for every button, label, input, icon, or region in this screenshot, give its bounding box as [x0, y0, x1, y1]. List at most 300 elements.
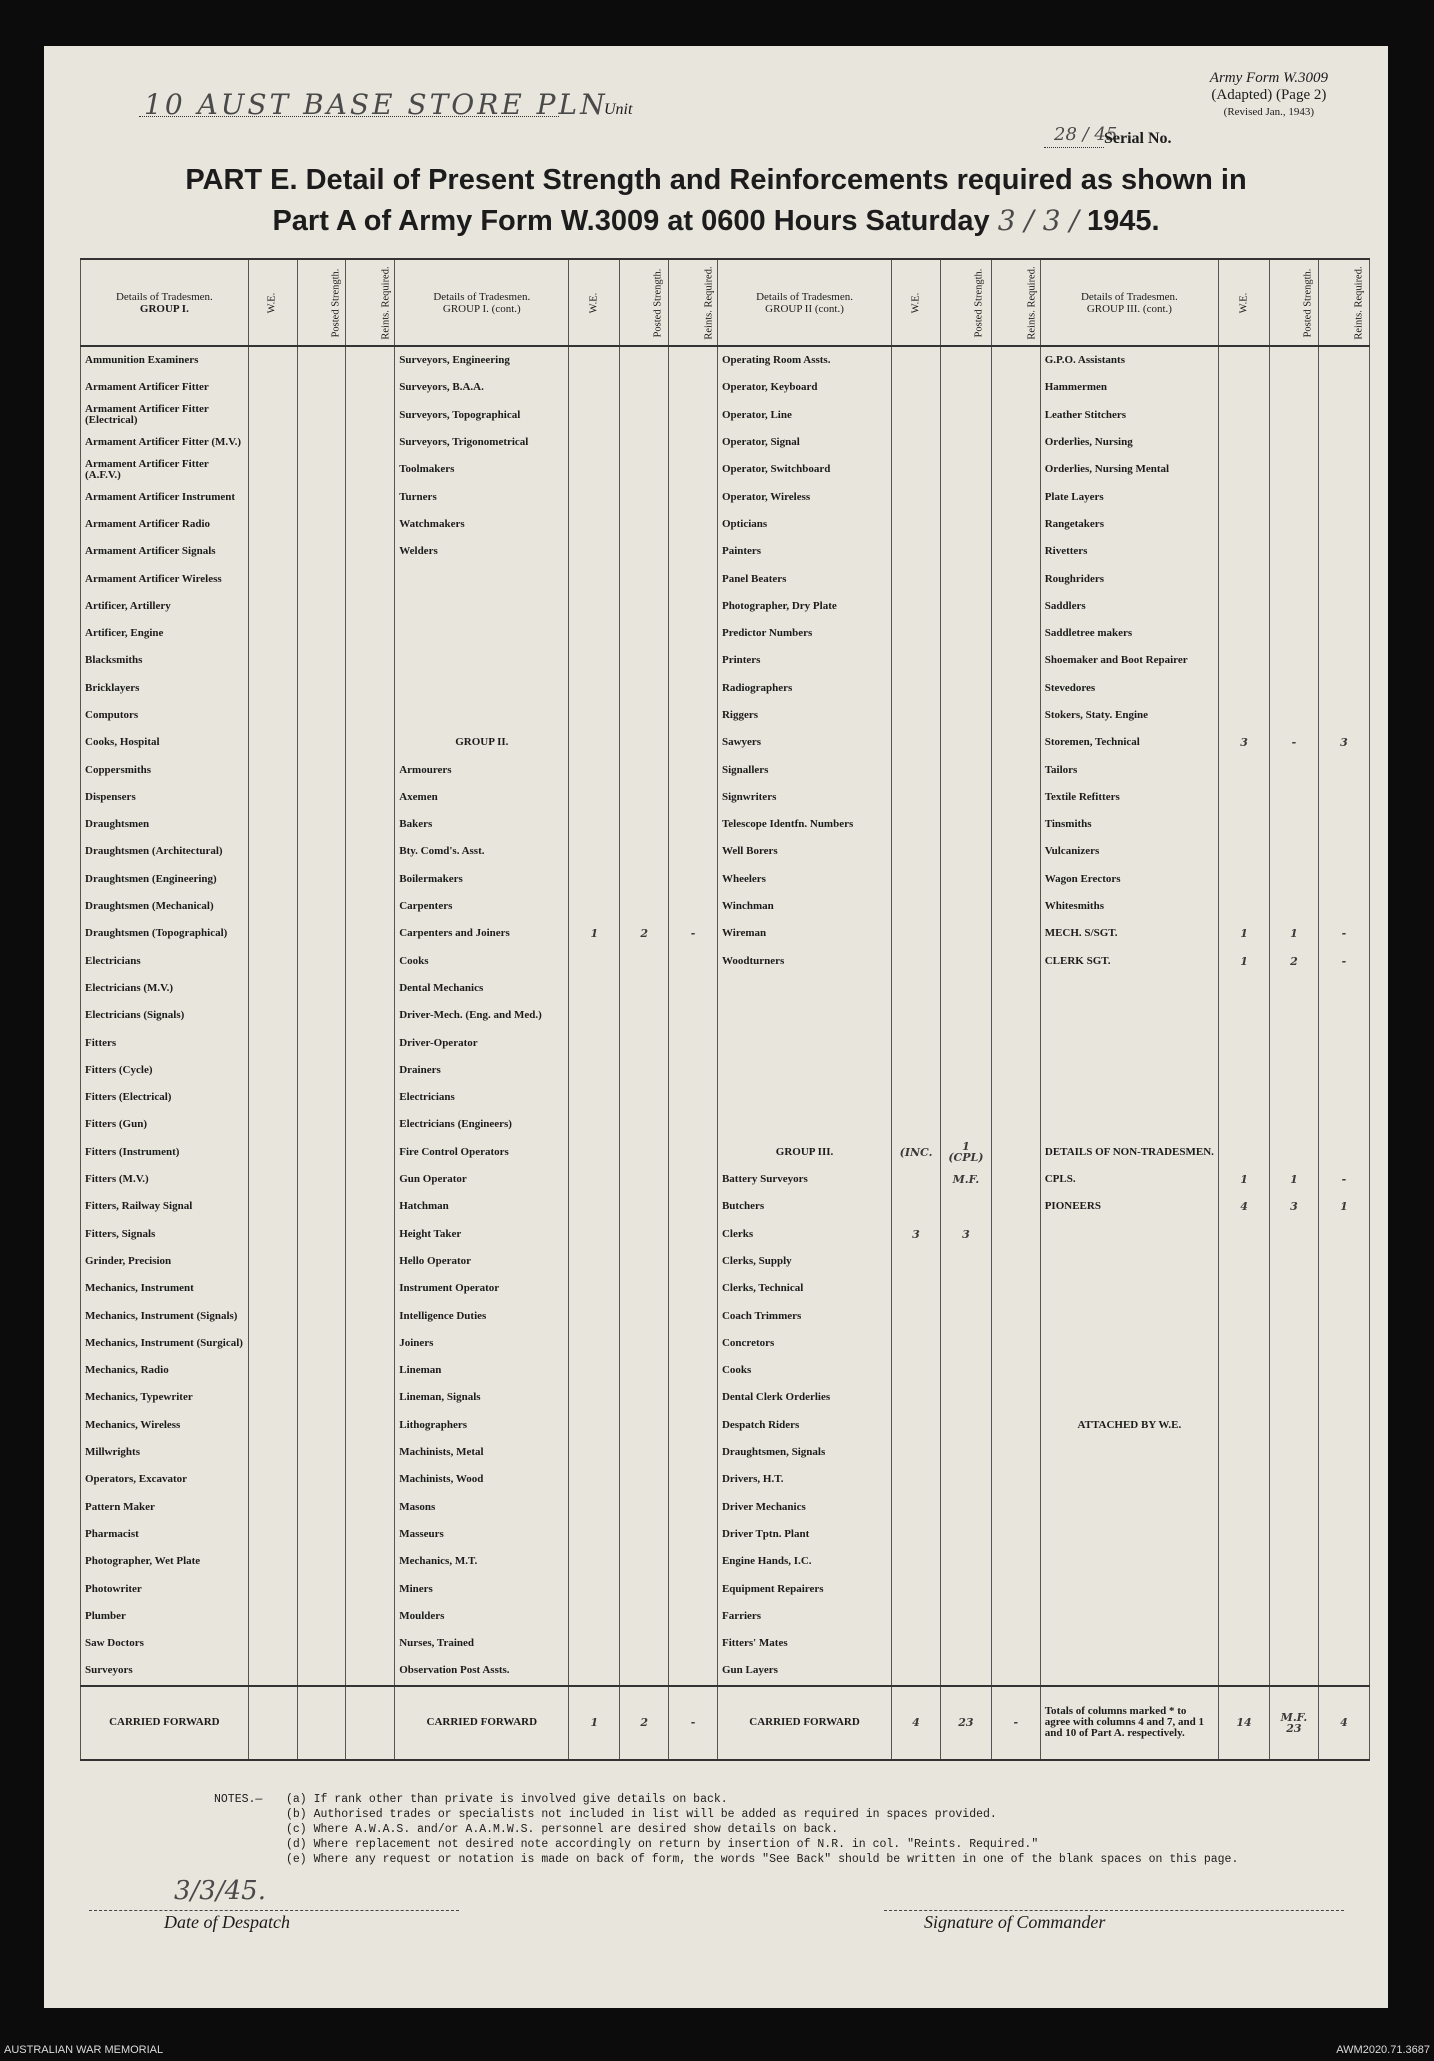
- trade-label: Surveyors, Topographical: [395, 402, 569, 429]
- we-value: [569, 593, 620, 620]
- posted-value: [620, 866, 669, 893]
- reinfs-value: [669, 1275, 718, 1302]
- posted-value: [1270, 866, 1319, 893]
- trade-label: Orderlies, Nursing Mental: [1040, 456, 1218, 483]
- posted-value: [297, 1084, 346, 1111]
- reinfs-value: [1318, 1139, 1369, 1166]
- reinfs-value: [669, 511, 718, 538]
- posted-value: [940, 893, 991, 920]
- trade-label: [395, 565, 569, 592]
- posted-value: 2: [1270, 948, 1319, 975]
- reinfs-value: [346, 1412, 395, 1439]
- we-value: [569, 1439, 620, 1466]
- note-a: (a) If rank other than private is involved give details on back.: [286, 1793, 728, 1806]
- cf-we: [248, 1686, 297, 1760]
- we-value: [248, 675, 297, 702]
- header-details-g3c: Details of Tradesmen. GROUP III. (cont.): [1040, 259, 1218, 346]
- posted-value: [297, 893, 346, 920]
- table-row: [81, 1084, 1370, 1111]
- trade-label: Draughtsmen (Engineering): [81, 866, 249, 893]
- trade-label: Butchers: [717, 1193, 891, 1220]
- trade-label: Hatchman: [395, 1193, 569, 1220]
- we-value: [248, 975, 297, 1002]
- trade-label: Farriers: [717, 1603, 891, 1630]
- reinfs-value: [991, 1493, 1040, 1520]
- we-value: [1219, 838, 1270, 865]
- carried-forward-label: CARRIED FORWARD: [717, 1686, 891, 1760]
- reinfs-value: [669, 1412, 718, 1439]
- we-value: [892, 1057, 941, 1084]
- we-value: [248, 784, 297, 811]
- we-value: [248, 756, 297, 783]
- we-value: [248, 1002, 297, 1029]
- header-details-g1: Details of Tradesmen. GROUP I.: [81, 259, 249, 346]
- we-value: [569, 811, 620, 838]
- posted-value: [620, 429, 669, 456]
- table-header-row: [81, 259, 1370, 346]
- trade-label: Armament Artificer Instrument: [81, 483, 249, 510]
- posted-value: [940, 511, 991, 538]
- posted-value: 1 (CPL): [940, 1139, 991, 1166]
- trade-label: Plumber: [81, 1603, 249, 1630]
- table-row: [81, 1521, 1370, 1548]
- posted-value: [620, 1330, 669, 1357]
- trade-label: [1040, 1302, 1218, 1329]
- posted-value: [297, 1057, 346, 1084]
- trade-label: Electricians (Engineers): [395, 1111, 569, 1138]
- we-value: [569, 620, 620, 647]
- table-row: [81, 538, 1370, 565]
- we-value: [248, 1111, 297, 1138]
- reinfs-value: [669, 866, 718, 893]
- we-value: [1219, 511, 1270, 538]
- posted-value: [620, 893, 669, 920]
- posted-value: [297, 1139, 346, 1166]
- table-row: [81, 1548, 1370, 1575]
- reinfs-value: [346, 866, 395, 893]
- trade-label: Woodturners: [717, 948, 891, 975]
- posted-value: [1270, 1548, 1319, 1575]
- reinfs-value: [669, 1166, 718, 1193]
- trade-label: Carpenters and Joiners: [395, 920, 569, 947]
- form-page: [44, 46, 1388, 2008]
- we-value: [892, 1111, 941, 1138]
- trade-label: Pattern Maker: [81, 1493, 249, 1520]
- trade-label: Gun Layers: [717, 1657, 891, 1685]
- posted-value: [620, 1439, 669, 1466]
- reinfs-value: [991, 1057, 1040, 1084]
- table-row: [81, 1248, 1370, 1275]
- trade-label: Fitters' Mates: [717, 1630, 891, 1657]
- trade-label: [1040, 1084, 1218, 1111]
- trade-label: Operator, Switchboard: [717, 456, 891, 483]
- we-value: [569, 511, 620, 538]
- reinfs-value: [1318, 893, 1369, 920]
- trade-label: Armament Artificer Fitter (M.V.): [81, 429, 249, 456]
- table-row: [81, 893, 1370, 920]
- reinfs-value: [669, 1521, 718, 1548]
- we-value: [1219, 1275, 1270, 1302]
- reinfs-value: [669, 1575, 718, 1602]
- posted-value: [297, 1657, 346, 1685]
- posted-value: [620, 1302, 669, 1329]
- reinfs-value: [346, 1493, 395, 1520]
- we-value: [248, 1466, 297, 1493]
- we-value: [1219, 1139, 1270, 1166]
- we-value: [569, 866, 620, 893]
- reinfs-value: [346, 784, 395, 811]
- trade-label: [1040, 1330, 1218, 1357]
- table-row: [81, 1493, 1370, 1520]
- reinfs-value: [669, 1248, 718, 1275]
- table-row: [81, 1275, 1370, 1302]
- we-value: [1219, 756, 1270, 783]
- we-value: [892, 620, 941, 647]
- unit-line: [139, 116, 559, 117]
- posted-value: [297, 1521, 346, 1548]
- reinfs-value: [1318, 1330, 1369, 1357]
- table-row: [81, 402, 1370, 429]
- posted-value: [297, 429, 346, 456]
- reinfs-value: [991, 1084, 1040, 1111]
- trade-label: Observation Post Assts.: [395, 1657, 569, 1685]
- reinfs-value: [1318, 1657, 1369, 1685]
- reinfs-value: [669, 1630, 718, 1657]
- trade-label: Saw Doctors: [81, 1630, 249, 1657]
- we-value: [1219, 1084, 1270, 1111]
- trade-label: [1040, 1029, 1218, 1056]
- posted-value: [1270, 346, 1319, 374]
- trade-label: Armament Artificer Signals: [81, 538, 249, 565]
- we-value: [1219, 1002, 1270, 1029]
- posted-value: [297, 456, 346, 483]
- reinfs-value: [346, 1384, 395, 1411]
- we-value: [1219, 429, 1270, 456]
- header-posted: Posted Strength.: [940, 259, 991, 346]
- trade-label: CPLS.: [1040, 1166, 1218, 1193]
- reinfs-value: -: [1318, 948, 1369, 975]
- posted-value: [940, 374, 991, 401]
- reinfs-value: [991, 756, 1040, 783]
- reinfs-value: [1318, 1248, 1369, 1275]
- table-row: [81, 975, 1370, 1002]
- we-value: [248, 1412, 297, 1439]
- table-row: [81, 1302, 1370, 1329]
- reinfs-value: 3: [1318, 729, 1369, 756]
- posted-value: [620, 1521, 669, 1548]
- trade-label: Orderlies, Nursing: [1040, 429, 1218, 456]
- table-row: [81, 647, 1370, 674]
- posted-value: [940, 920, 991, 947]
- reinfs-value: [669, 838, 718, 865]
- we-value: [569, 948, 620, 975]
- we-value: [569, 374, 620, 401]
- trade-label: Textile Refitters: [1040, 784, 1218, 811]
- reinfs-value: [991, 511, 1040, 538]
- trade-label: Well Borers: [717, 838, 891, 865]
- posted-value: [1270, 1221, 1319, 1248]
- we-value: [248, 1275, 297, 1302]
- we-value: [248, 1357, 297, 1384]
- trade-label: Drainers: [395, 1057, 569, 1084]
- reinfs-value: [991, 402, 1040, 429]
- reinfs-value: [1318, 565, 1369, 592]
- we-value: [248, 1302, 297, 1329]
- trade-label: Artificer, Artillery: [81, 593, 249, 620]
- cf-reinfs: -: [669, 1686, 718, 1760]
- we-value: [892, 1357, 941, 1384]
- trade-label: Blacksmiths: [81, 647, 249, 674]
- serial-line: [1044, 147, 1104, 148]
- unit-label: Unit: [604, 101, 633, 118]
- posted-value: [940, 702, 991, 729]
- we-value: [248, 1166, 297, 1193]
- trade-label: Armament Artificer Wireless: [81, 565, 249, 592]
- reinfs-value: [346, 456, 395, 483]
- posted-value: [620, 1412, 669, 1439]
- posted-value: [297, 729, 346, 756]
- we-value: [1219, 1412, 1270, 1439]
- reinfs-value: [669, 948, 718, 975]
- posted-value: [940, 756, 991, 783]
- we-value: [248, 429, 297, 456]
- we-value: [1219, 1111, 1270, 1138]
- trade-label: Rangetakers: [1040, 511, 1218, 538]
- posted-value: [620, 675, 669, 702]
- trade-label: Whitesmiths: [1040, 893, 1218, 920]
- reinfs-value: [1318, 346, 1369, 374]
- trade-label: [395, 647, 569, 674]
- trade-label: [1040, 1575, 1218, 1602]
- cf-posted: 2: [620, 1686, 669, 1760]
- trade-label: Fitters (Instrument): [81, 1139, 249, 1166]
- trade-label: Surveyors: [81, 1657, 249, 1685]
- reinfs-value: [991, 1521, 1040, 1548]
- we-value: [1219, 402, 1270, 429]
- reinfs-value: [669, 346, 718, 374]
- header-posted: Posted Strength.: [297, 259, 346, 346]
- trade-label: Opticians: [717, 511, 891, 538]
- posted-value: [620, 1575, 669, 1602]
- table-row: [81, 1412, 1370, 1439]
- we-value: [892, 1521, 941, 1548]
- cf-reinfs: -: [991, 1686, 1040, 1760]
- posted-value: [297, 866, 346, 893]
- posted-value: [297, 1630, 346, 1657]
- reinfs-value: [669, 1057, 718, 1084]
- posted-value: -: [1270, 729, 1319, 756]
- we-value: [1219, 456, 1270, 483]
- we-value: [1219, 1029, 1270, 1056]
- trade-label: Grinder, Precision: [81, 1248, 249, 1275]
- we-value: [1219, 620, 1270, 647]
- reinfs-value: [1318, 866, 1369, 893]
- we-value: [569, 346, 620, 374]
- trade-label: Clerks: [717, 1221, 891, 1248]
- we-value: [1219, 1630, 1270, 1657]
- reinfs-value: [991, 538, 1040, 565]
- posted-value: [297, 1221, 346, 1248]
- table-row: [81, 675, 1370, 702]
- we-value: [248, 1493, 297, 1520]
- table-row: [81, 346, 1370, 374]
- we-value: [892, 1657, 941, 1685]
- we-value: [248, 866, 297, 893]
- posted-value: [940, 1193, 991, 1220]
- trade-label: Miners: [395, 1575, 569, 1602]
- posted-value: [940, 346, 991, 374]
- we-value: (INC.: [892, 1139, 941, 1166]
- posted-value: [940, 593, 991, 620]
- trade-label: Plate Layers: [1040, 483, 1218, 510]
- posted-value: [297, 975, 346, 1002]
- we-value: [892, 702, 941, 729]
- trade-label: MECH. S/SGT.: [1040, 920, 1218, 947]
- posted-value: [1270, 1630, 1319, 1657]
- posted-value: [1270, 784, 1319, 811]
- trade-label: Radiographers: [717, 675, 891, 702]
- reinfs-value: [669, 975, 718, 1002]
- we-value: [569, 1221, 620, 1248]
- we-value: [892, 729, 941, 756]
- trade-label: Machinists, Wood: [395, 1466, 569, 1493]
- reinfs-value: [1318, 1221, 1369, 1248]
- we-value: [248, 565, 297, 592]
- reinfs-value: [991, 1029, 1040, 1056]
- table-row: [81, 1630, 1370, 1657]
- trade-label: Mechanics, Instrument (Surgical): [81, 1330, 249, 1357]
- trade-label: Fitters: [81, 1029, 249, 1056]
- reinfs-value: [991, 565, 1040, 592]
- reinfs-value: [346, 483, 395, 510]
- posted-value: [297, 1384, 346, 1411]
- posted-value: [1270, 1139, 1319, 1166]
- we-value: [892, 511, 941, 538]
- we-value: [892, 538, 941, 565]
- we-value: [892, 1275, 941, 1302]
- reinfs-value: [346, 1166, 395, 1193]
- footer-right: AWM2020.71.3687: [1336, 2044, 1430, 2056]
- trade-label: Armament Artificer Fitter (A.F.V.): [81, 456, 249, 483]
- notes-lead: NOTES.—: [214, 1793, 263, 1806]
- posted-value: [940, 1057, 991, 1084]
- we-value: [248, 1521, 297, 1548]
- we-value: [248, 1029, 297, 1056]
- trade-label: Driver Tptn. Plant: [717, 1521, 891, 1548]
- trade-label: [1040, 1439, 1218, 1466]
- trade-label: Welders: [395, 538, 569, 565]
- reinfs-value: [669, 620, 718, 647]
- posted-value: [1270, 1275, 1319, 1302]
- we-value: [248, 729, 297, 756]
- trade-label: [1040, 1493, 1218, 1520]
- reinfs-value: [346, 565, 395, 592]
- posted-value: 1: [1270, 920, 1319, 947]
- reinfs-value: [1318, 511, 1369, 538]
- trade-label: Moulders: [395, 1603, 569, 1630]
- reinfs-value: [991, 784, 1040, 811]
- posted-value: [620, 374, 669, 401]
- trade-label: Operator, Keyboard: [717, 374, 891, 401]
- table-row: [81, 1330, 1370, 1357]
- we-value: [1219, 1384, 1270, 1411]
- trade-label: Surveyors, B.A.A.: [395, 374, 569, 401]
- we-value: [1219, 1521, 1270, 1548]
- reinfs-value: [346, 975, 395, 1002]
- we-value: [1219, 1657, 1270, 1685]
- reinfs-value: [991, 838, 1040, 865]
- reinfs-value: [346, 538, 395, 565]
- trade-label: [1040, 1548, 1218, 1575]
- posted-value: 2: [620, 920, 669, 947]
- we-value: [569, 838, 620, 865]
- we-value: [1219, 1603, 1270, 1630]
- posted-value: [940, 1302, 991, 1329]
- trade-label: Sawyers: [717, 729, 891, 756]
- we-value: [892, 483, 941, 510]
- table-row: [81, 702, 1370, 729]
- reinfs-value: [669, 811, 718, 838]
- cf-posted: 23: [940, 1686, 991, 1760]
- posted-value: [297, 1439, 346, 1466]
- table-row: [81, 374, 1370, 401]
- we-value: [569, 1275, 620, 1302]
- trade-label: Operating Room Assts.: [717, 346, 891, 374]
- reinfs-value: [1318, 1275, 1369, 1302]
- reinfs-value: [669, 702, 718, 729]
- trade-label: Cooks: [717, 1357, 891, 1384]
- table-row: [81, 1029, 1370, 1056]
- reinfs-value: [991, 1139, 1040, 1166]
- posted-value: [940, 975, 991, 1002]
- we-value: 4: [1219, 1193, 1270, 1220]
- posted-value: [1270, 1466, 1319, 1493]
- reinfs-value: [1318, 1466, 1369, 1493]
- reinfs-value: [346, 1029, 395, 1056]
- posted-value: [1270, 1603, 1319, 1630]
- form-revised: (Revised Jan., 1943): [1223, 106, 1315, 118]
- we-value: [892, 1603, 941, 1630]
- reinfs-value: [669, 1029, 718, 1056]
- despatch-line: [89, 1910, 459, 1911]
- we-value: [248, 702, 297, 729]
- trade-label: [395, 593, 569, 620]
- reinfs-value: [991, 1575, 1040, 1602]
- reinfs-value: [991, 920, 1040, 947]
- we-value: [1219, 1330, 1270, 1357]
- we-value: [248, 511, 297, 538]
- reinfs-value: [346, 1111, 395, 1138]
- posted-value: [1270, 1412, 1319, 1439]
- posted-value: [620, 1057, 669, 1084]
- trade-label: Height Taker: [395, 1221, 569, 1248]
- trade-label: Clerks, Supply: [717, 1248, 891, 1275]
- posted-value: [940, 1357, 991, 1384]
- reinfs-value: [991, 948, 1040, 975]
- posted-value: [1270, 429, 1319, 456]
- trade-label: [1040, 975, 1218, 1002]
- we-value: [892, 374, 941, 401]
- we-value: [569, 1657, 620, 1685]
- reinfs-value: [1318, 538, 1369, 565]
- table-row: [81, 1575, 1370, 1602]
- trade-label: [1040, 1111, 1218, 1138]
- we-value: [1219, 538, 1270, 565]
- reinfs-value: [346, 429, 395, 456]
- posted-value: [620, 1221, 669, 1248]
- we-value: [569, 1575, 620, 1602]
- reinfs-value: [346, 893, 395, 920]
